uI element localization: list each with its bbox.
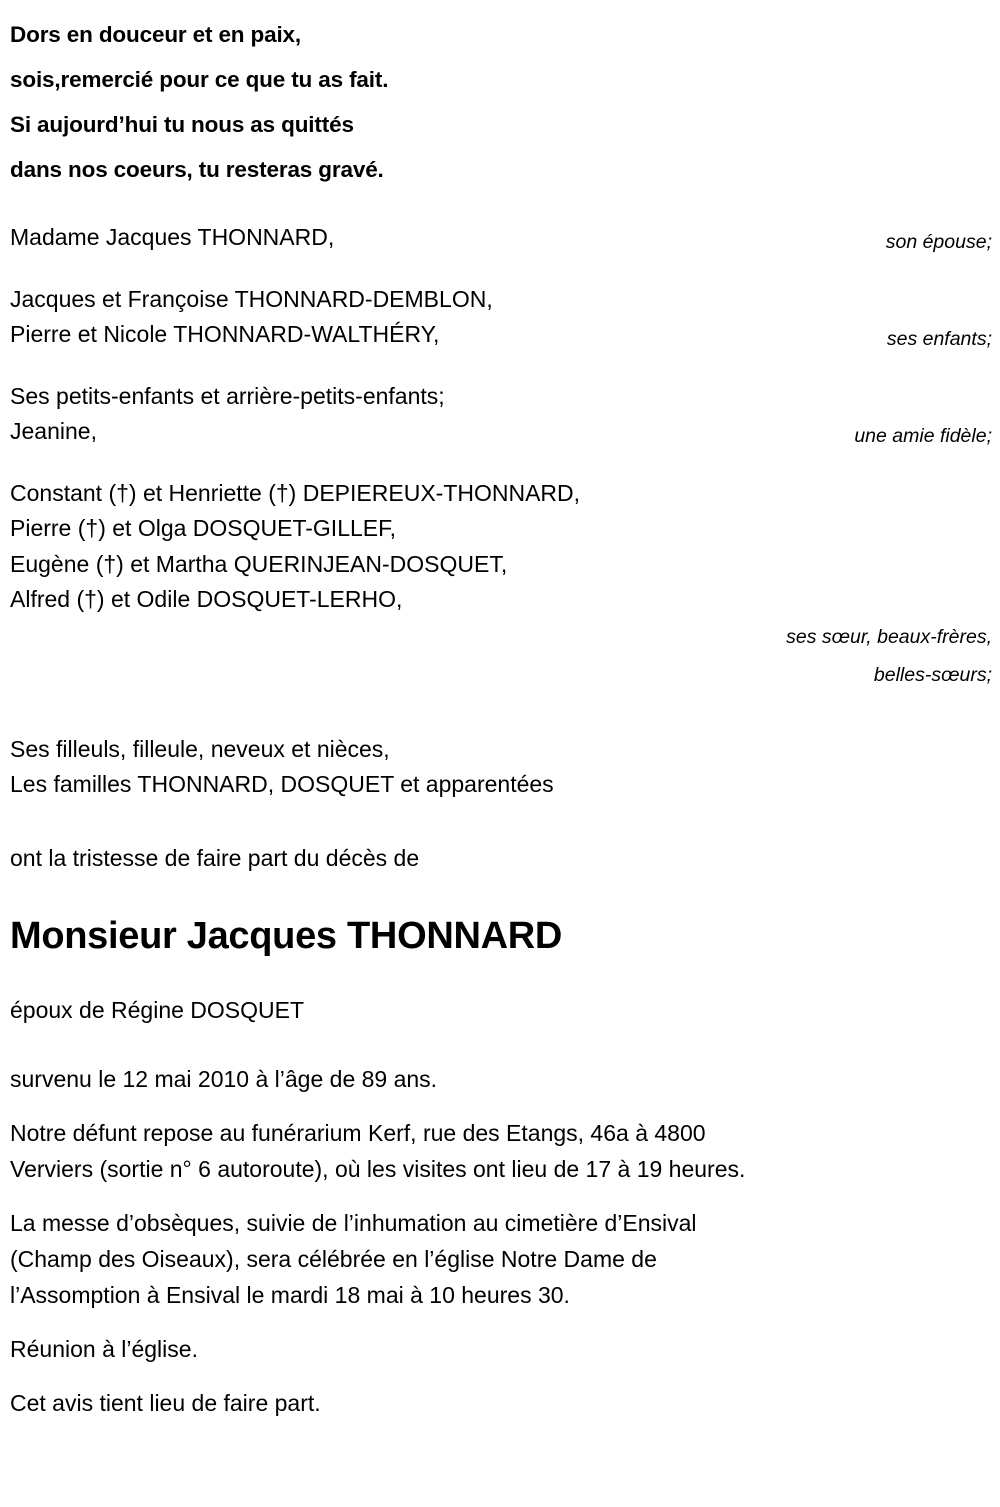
relative-group-families (10, 732, 992, 803)
relative-role-label: ses sœur, beaux-frères, belles-sœurs; (786, 625, 992, 686)
detail-line: Verviers (sortie n° 6 autoroute), où les visites ont lieu de 17 à 19 heures. (10, 1155, 746, 1182)
relative-name: Les familles THONNARD, DOSQUET et apparentées (10, 771, 554, 797)
notice-paragraph (10, 1385, 992, 1421)
verse-line: sois,remercié pour ce que tu as fait. (10, 67, 389, 92)
memorial-verse (10, 0, 992, 192)
relatives-list (10, 220, 992, 803)
relative-group-children (10, 282, 992, 353)
relative-name: Pierre et Nicole THONNARD-WALTHÉRY, (10, 321, 440, 347)
relative-names (10, 379, 717, 450)
relative-names (10, 476, 717, 618)
detail-line: l’Assomption à Ensival le mardi 18 mai à 10 heures 30. (10, 1281, 570, 1308)
relative-names (10, 732, 717, 803)
relative-name: Ses filleuls, filleule, neveux et nièces, (10, 735, 390, 762)
detail-line: Notre défunt repose au funérarium Kerf, rue des Etangs, 46a à 4800 (10, 1119, 706, 1146)
detail-line: Cet avis tient lieu de faire part. (10, 1389, 321, 1416)
relative-name: Pierre (†) et Olga DOSQUET-GILLEF, (10, 515, 397, 541)
relative-name: Jeanine, (10, 418, 97, 444)
detail-line: La messe d’obsèques, suivie de l’inhumation au cimetière d’Ensival (10, 1209, 697, 1236)
death-date-paragraph (10, 1061, 992, 1097)
relative-name: Ses petits-enfants et arrière-petits-enfants; (10, 382, 445, 409)
relative-names (10, 220, 717, 256)
relative-name: Madame Jacques THONNARD, (10, 224, 335, 250)
detail-line: survenu le 12 mai 2010 à l’âge de 89 ans. (10, 1065, 438, 1092)
relative-group-grandchildren-friend (10, 379, 992, 450)
relative-group-spouse (10, 220, 992, 256)
relative-role-label: ses enfants; (886, 327, 992, 350)
verse-line: dans nos coeurs, tu resteras gravé. (10, 157, 384, 182)
relative-name: Jacques et Françoise THONNARD-DEMBLON, (10, 285, 493, 312)
verse-line: Si aujourd’hui tu nous as quittés (10, 112, 354, 137)
detail-line: (Champ des Oiseaux), sera célébrée en l’église Notre Dame de (10, 1245, 657, 1272)
relative-names (10, 282, 717, 353)
spacer (10, 274, 992, 282)
relative-group-siblings (10, 476, 992, 694)
relative-name: Alfred (†) et Odile DOSQUET-LERHO, (10, 586, 403, 612)
mass-paragraph (10, 1205, 992, 1313)
verse-line: Dors en douceur et en paix, (10, 22, 302, 47)
spacer (10, 468, 992, 476)
spacer (10, 371, 992, 379)
detail-line: Réunion à l’église. (10, 1335, 198, 1362)
announcement-text: ont la tristesse de faire part du décès de (10, 844, 420, 871)
gathering-paragraph (10, 1331, 992, 1367)
relative-role-label: son épouse; (885, 230, 992, 253)
relative-name: Eugène (†) et Martha QUERINJEAN-DOSQUET, (10, 550, 508, 577)
funerarium-paragraph (10, 1115, 992, 1187)
deceased-name: Monsieur Jacques THONNARD (10, 914, 563, 957)
relative-name: Constant (†) et Henriette (†) DEPIEREUX-THONNARD, (10, 479, 581, 506)
deceased-spouse-of: époux de Régine DOSQUET (10, 996, 305, 1023)
funeral-details (10, 1061, 992, 1421)
relative-role-label: une amie fidèle; (854, 424, 992, 447)
spacer (10, 712, 992, 732)
